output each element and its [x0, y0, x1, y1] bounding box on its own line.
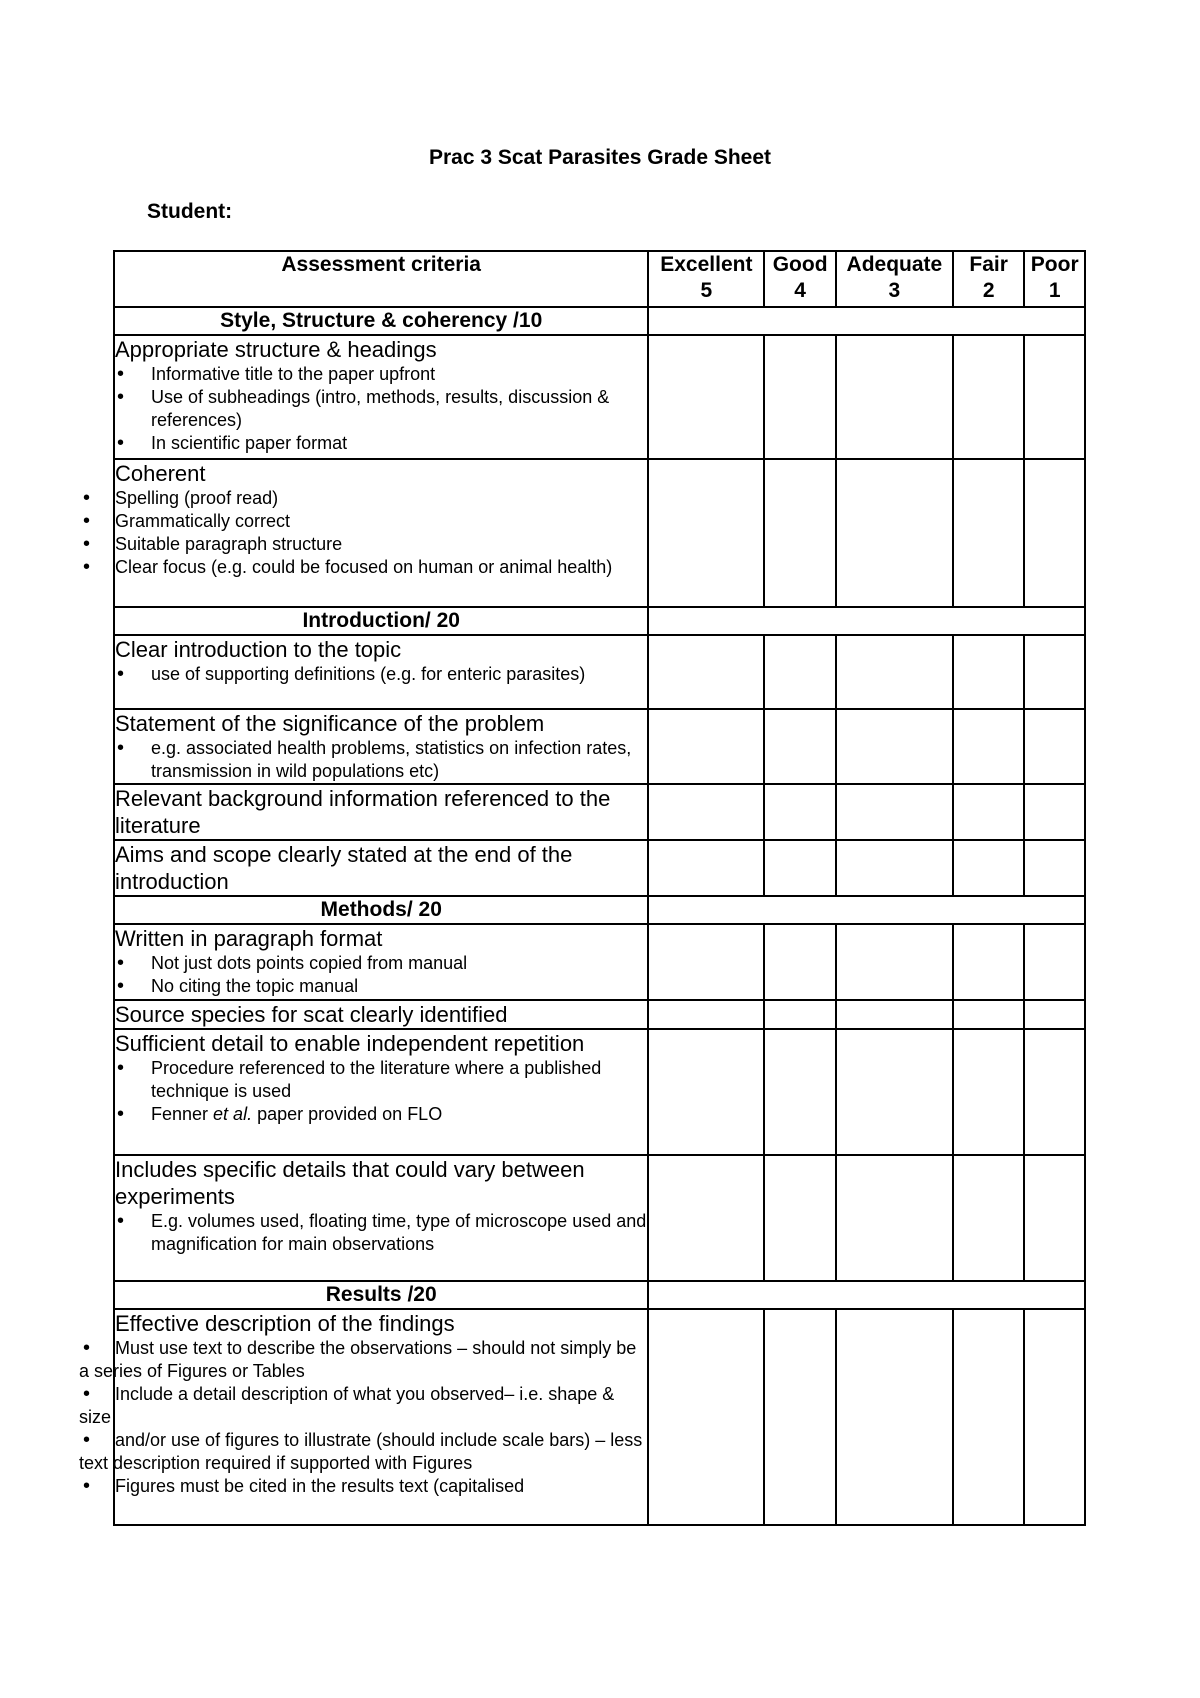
score-cell-fair[interactable]	[953, 784, 1025, 840]
level-header-fair	[953, 251, 1025, 307]
score-cell-adequate[interactable]	[836, 335, 953, 459]
criterion-bullet: • Informative title to the paper upfront	[115, 363, 647, 386]
criterion-cell	[79, 1309, 648, 1525]
criterion-bullet: • e.g. associated health problems, statistics on infection rates, transmission in wild populations etc)	[115, 737, 647, 783]
level-score: 5	[700, 279, 713, 302]
section-row-methods	[114, 896, 1085, 924]
criterion-bullet: • Suitable paragraph structure	[79, 533, 647, 556]
criterion-row	[114, 1000, 1085, 1029]
criterion-row	[114, 459, 1085, 607]
score-cell-excellent[interactable]	[648, 924, 764, 1000]
level-header-good	[764, 251, 836, 307]
criterion-cell	[114, 635, 648, 709]
score-cell-fair[interactable]	[953, 840, 1025, 896]
score-cell-poor[interactable]	[1024, 1000, 1085, 1029]
grade-table	[79, 250, 1086, 1526]
criterion-cell	[114, 1000, 648, 1029]
level-label: Good	[772, 253, 828, 276]
criterion-bullet: • E.g. volumes used, floating time, type of microscope used and magnification for main observations	[115, 1210, 647, 1256]
criterion-cell	[114, 1029, 648, 1155]
section-title: Style, Structure & coherency /10	[114, 307, 648, 335]
score-cell-excellent[interactable]	[648, 784, 764, 840]
score-cell-poor[interactable]	[1024, 459, 1085, 607]
level-score: 4	[794, 279, 806, 302]
criterion-bullet: • Use of subheadings (intro, methods, results, discussion & references)	[115, 386, 647, 432]
criterion-row	[114, 840, 1085, 896]
section-blank	[648, 307, 1085, 335]
score-cell-excellent[interactable]	[648, 709, 764, 784]
criterion-bullet: • Must use text to describe the observations – should not simply be a series of Figures or Tables	[79, 1337, 647, 1383]
score-cell-fair[interactable]	[953, 335, 1025, 459]
score-cell-good[interactable]	[764, 924, 836, 1000]
score-cell-poor[interactable]	[1024, 635, 1085, 709]
criterion-title: Includes specific details that could vary between experiments	[115, 1157, 585, 1209]
section-blank	[648, 1281, 1085, 1309]
score-cell-good[interactable]	[764, 1000, 836, 1029]
score-cell-good[interactable]	[764, 1029, 836, 1155]
criterion-cell	[114, 459, 648, 607]
score-cell-fair[interactable]	[953, 1155, 1025, 1281]
section-row-introduction	[114, 607, 1085, 635]
section-blank	[648, 607, 1085, 635]
section-row-style	[114, 307, 1085, 335]
score-cell-excellent[interactable]	[648, 635, 764, 709]
score-cell-excellent[interactable]	[648, 1309, 764, 1525]
criterion-bullet: • In scientific paper format	[115, 432, 647, 455]
level-score: 1	[1048, 279, 1061, 302]
criterion-row	[114, 709, 1085, 784]
criterion-title: Aims and scope clearly stated at the end of the introduction	[115, 842, 573, 894]
criterion-bullet: • Spelling (proof read)	[79, 487, 647, 510]
level-header-adequate	[836, 251, 953, 307]
fenner-text-after: paper provided on FLO	[252, 1104, 443, 1124]
level-label: Fair	[969, 253, 1008, 276]
score-cell-adequate[interactable]	[836, 635, 953, 709]
score-cell-good[interactable]	[764, 635, 836, 709]
criterion-bullet: • Include a detail description of what you observed– i.e. shape & size	[79, 1383, 647, 1429]
criterion-row	[114, 1029, 1085, 1155]
score-cell-adequate[interactable]	[836, 924, 953, 1000]
section-title: Results /20	[114, 1281, 648, 1309]
score-cell-excellent[interactable]	[648, 459, 764, 607]
score-cell-excellent[interactable]	[648, 840, 764, 896]
level-score: 2	[982, 279, 995, 302]
fenner-text: Fenner	[151, 1104, 214, 1124]
header-row	[114, 251, 1085, 307]
level-label: Adequate	[846, 253, 943, 276]
criterion-cell	[114, 784, 648, 840]
criterion-bullet: • Clear focus (e.g. could be focused on human or animal health)	[79, 556, 647, 579]
criterion-cell	[114, 1155, 648, 1281]
criterion-title: Appropriate structure & headings	[115, 337, 437, 362]
criterion-cell	[114, 840, 648, 896]
score-cell-poor[interactable]	[1024, 1029, 1085, 1155]
score-cell-fair[interactable]	[953, 635, 1025, 709]
level-header-poor	[1024, 251, 1085, 307]
score-cell-good[interactable]	[764, 1309, 836, 1525]
criterion-row	[114, 924, 1085, 1000]
criterion-title: Clear introduction to the topic	[115, 637, 402, 662]
criterion-row	[114, 1155, 1085, 1281]
score-cell-poor[interactable]	[1024, 335, 1085, 459]
criterion-cell	[114, 335, 648, 459]
score-cell-excellent[interactable]	[648, 1000, 764, 1029]
criterion-title: Sufficient detail to enable independent repetition	[115, 1031, 585, 1056]
criterion-bullet-fenner	[115, 1103, 647, 1126]
score-cell-fair[interactable]	[953, 1309, 1025, 1525]
score-cell-poor[interactable]	[1024, 1309, 1085, 1525]
level-score: 3	[888, 279, 901, 302]
score-cell-fair[interactable]	[953, 459, 1025, 607]
criterion-bullet: • No citing the topic manual	[115, 975, 647, 998]
criterion-bullet: • Not just dots points copied from manual	[115, 952, 647, 975]
level-header-excellent	[648, 251, 764, 307]
score-cell-fair[interactable]	[953, 1000, 1025, 1029]
fenner-italic: et al.	[213, 1104, 253, 1124]
criterion-bullet: • Figures must be cited in the results text (capitalised	[79, 1475, 647, 1498]
score-cell-adequate[interactable]	[836, 1155, 953, 1281]
score-cell-excellent[interactable]	[648, 1029, 764, 1155]
criterion-title: Source species for scat clearly identified	[115, 1002, 508, 1027]
section-title: Methods/ 20	[114, 896, 648, 924]
score-cell-good[interactable]	[764, 784, 836, 840]
score-cell-adequate[interactable]	[836, 1000, 953, 1029]
score-cell-adequate[interactable]	[836, 459, 953, 607]
criterion-bullet: • use of supporting definitions (e.g. for enteric parasites)	[115, 663, 647, 686]
criterion-bullet: • Grammatically correct	[79, 510, 647, 533]
score-cell-poor[interactable]	[1024, 924, 1085, 1000]
criterion-row	[114, 335, 1085, 459]
page-title: Prac 3 Scat Parasites Grade Sheet	[428, 146, 772, 169]
score-cell-poor[interactable]	[1024, 840, 1085, 896]
score-cell-adequate[interactable]	[836, 1309, 953, 1525]
score-cell-fair[interactable]	[953, 924, 1025, 1000]
level-label: Poor	[1030, 253, 1079, 276]
score-cell-good[interactable]	[764, 1155, 836, 1281]
score-cell-excellent[interactable]	[648, 1155, 764, 1281]
score-cell-adequate[interactable]	[836, 784, 953, 840]
score-cell-poor[interactable]	[1024, 709, 1085, 784]
score-cell-adequate[interactable]	[836, 840, 953, 896]
section-blank	[648, 896, 1085, 924]
criterion-row	[114, 1309, 1085, 1525]
score-cell-good[interactable]	[764, 709, 836, 784]
score-cell-fair[interactable]	[953, 1029, 1025, 1155]
criterion-bullet: • and/or use of figures to illustrate (should include scale bars) – less text description required if supported with Figures	[79, 1429, 647, 1475]
criterion-title: Effective description of the findings	[115, 1311, 455, 1336]
score-cell-good[interactable]	[764, 459, 836, 607]
score-cell-poor[interactable]	[1024, 1155, 1085, 1281]
criterion-title: Coherent	[115, 461, 206, 486]
level-label: Excellent	[660, 253, 753, 276]
criterion-cell	[114, 924, 648, 1000]
criterion-bullet: • Procedure referenced to the literature where a published technique is used	[115, 1057, 647, 1103]
criteria-header: Assessment criteria	[114, 251, 648, 307]
score-cell-poor[interactable]	[1024, 784, 1085, 840]
score-cell-excellent[interactable]	[648, 335, 764, 459]
score-cell-good[interactable]	[764, 335, 836, 459]
criterion-cell	[114, 709, 648, 784]
score-cell-fair[interactable]	[953, 709, 1025, 784]
criterion-title: Written in paragraph format	[115, 926, 383, 951]
criterion-row	[114, 635, 1085, 709]
criterion-title: Relevant background information referenced to the literature	[115, 786, 611, 838]
score-cell-good[interactable]	[764, 840, 836, 896]
criterion-row	[114, 784, 1085, 840]
score-cell-adequate[interactable]	[836, 709, 953, 784]
section-title: Introduction/ 20	[114, 607, 648, 635]
criterion-title: Statement of the significance of the problem	[115, 711, 545, 736]
section-row-results	[114, 1281, 1085, 1309]
score-cell-adequate[interactable]	[836, 1029, 953, 1155]
student-label: Student:	[147, 200, 233, 223]
